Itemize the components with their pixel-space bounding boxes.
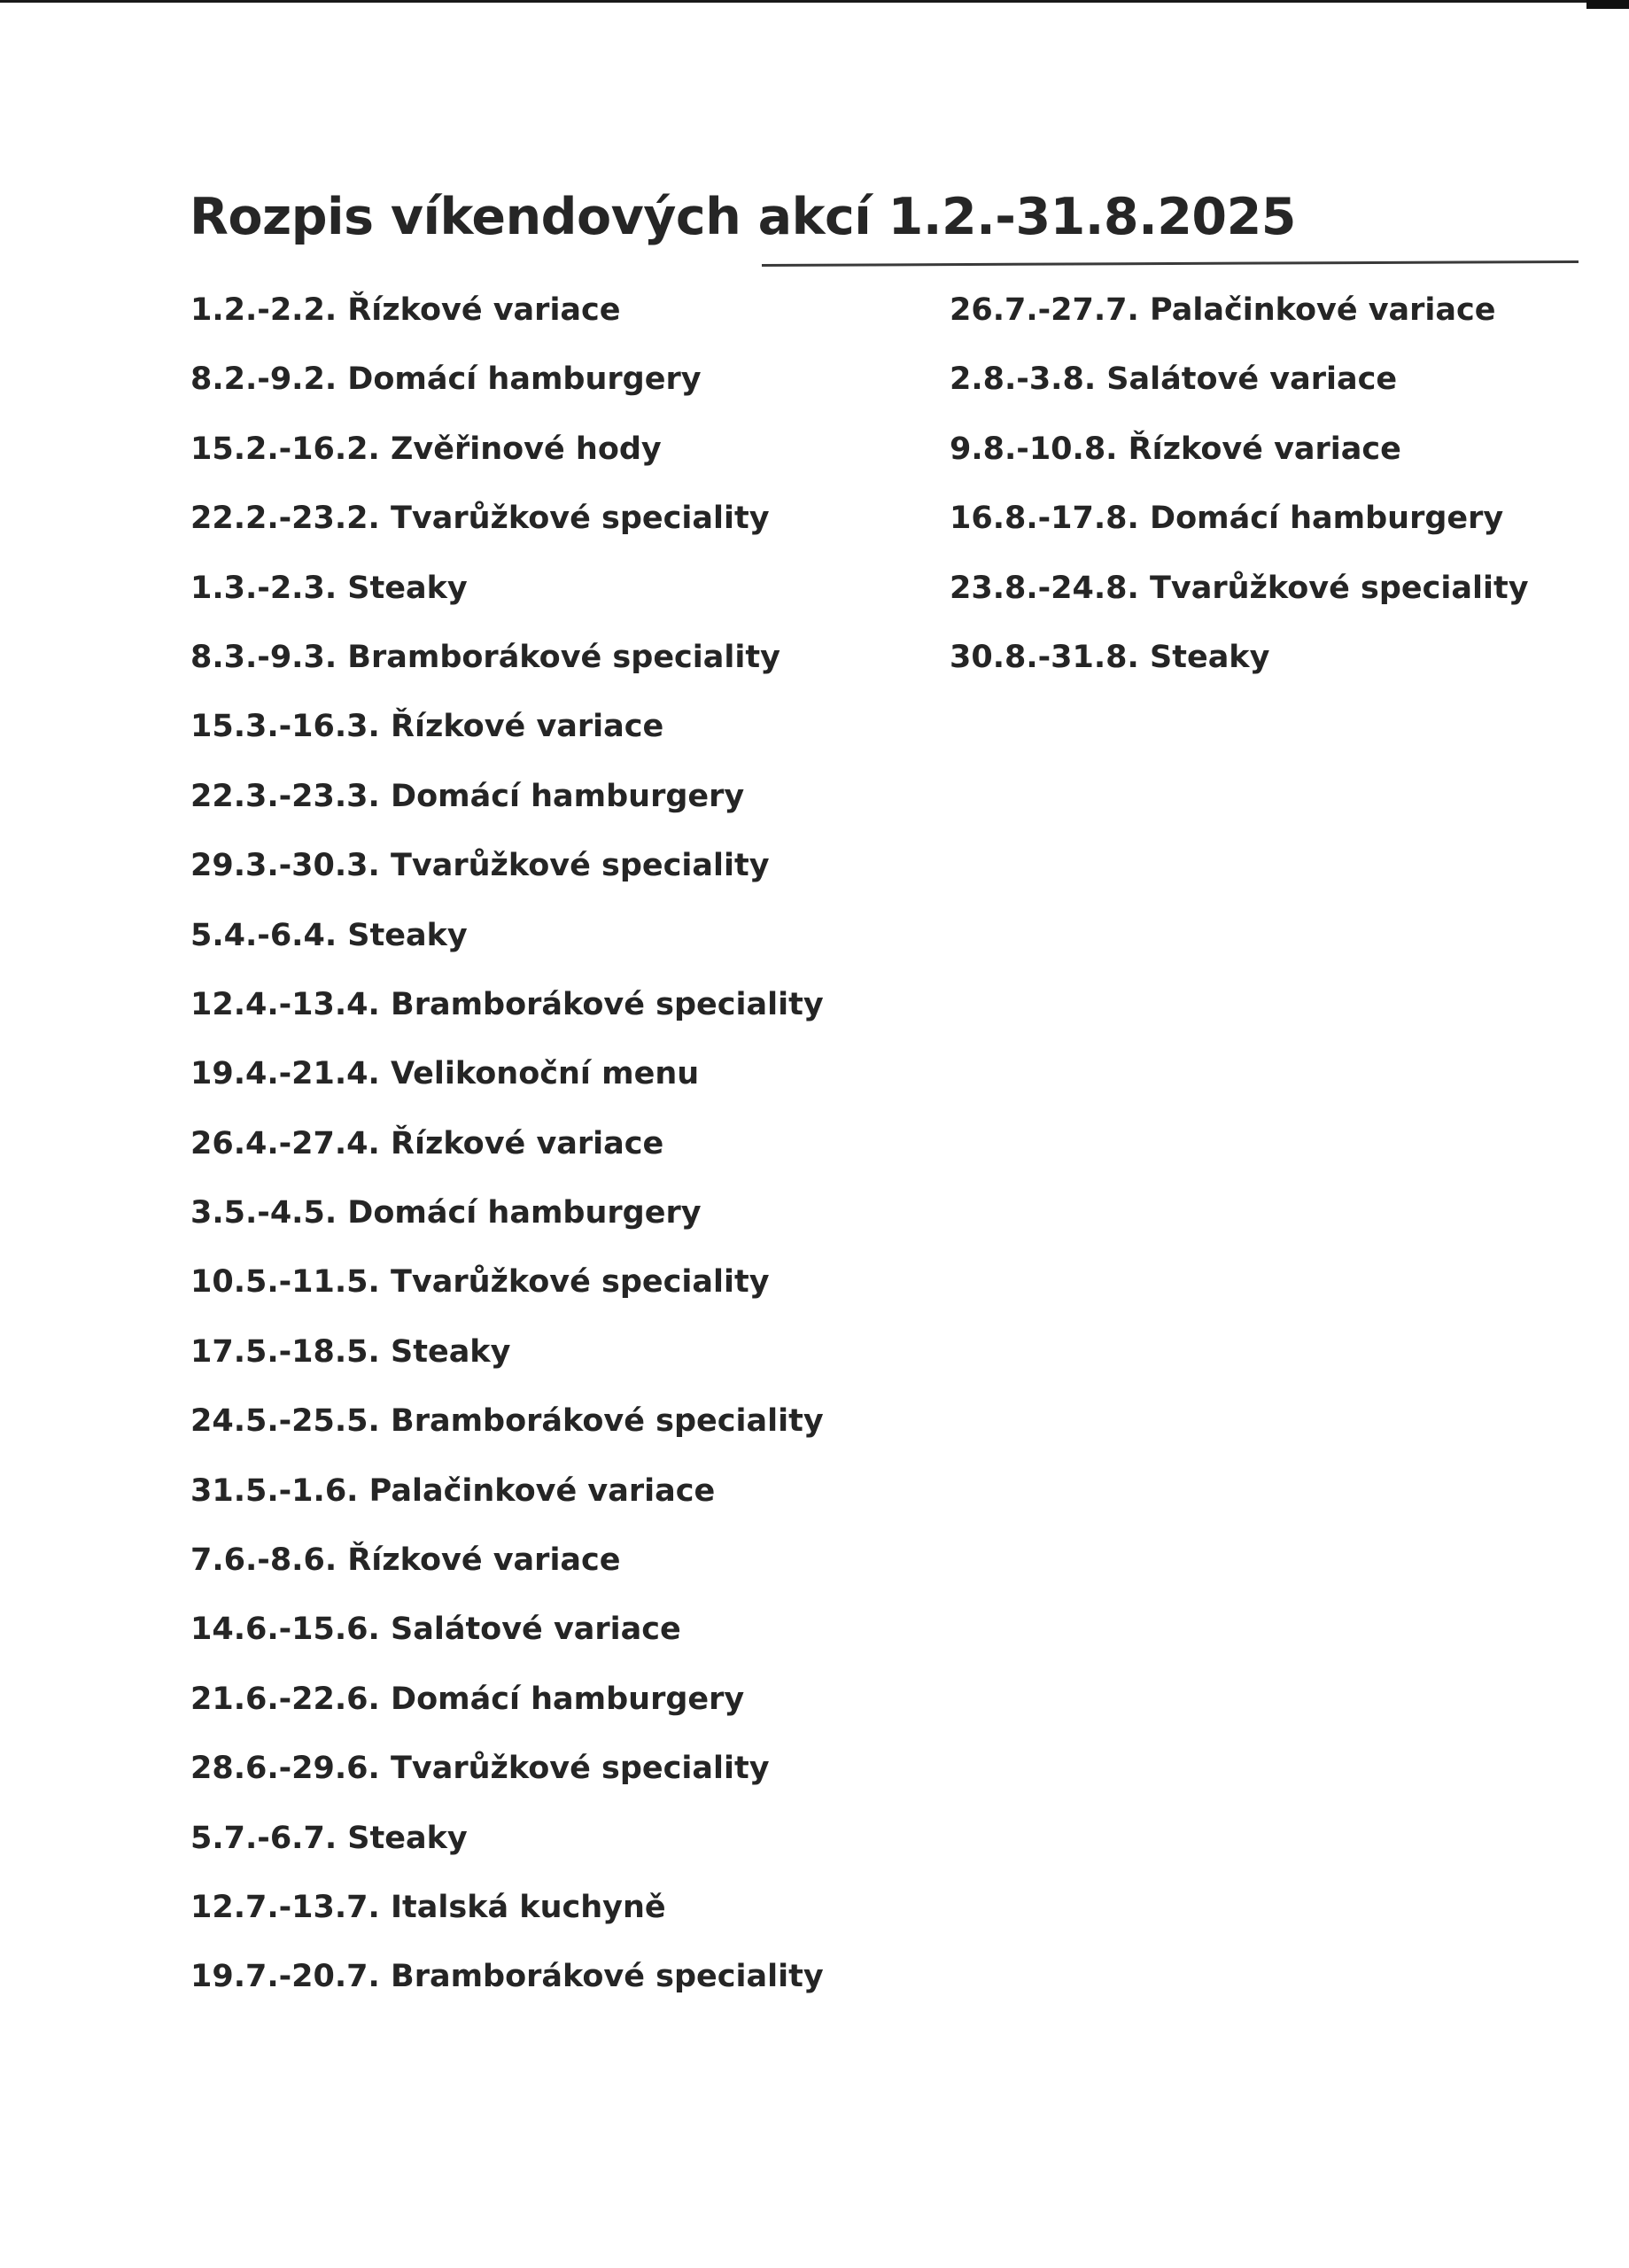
schedule-item: 15.2.-16.2. Zvěřinové hody bbox=[190, 431, 662, 467]
schedule-item: 1.2.-2.2. Řízkové variace bbox=[190, 292, 621, 328]
schedule-item: 19.4.-21.4. Velikonoční menu bbox=[190, 1056, 700, 1092]
schedule-item: 29.3.-30.3. Tvarůžkové speciality bbox=[190, 848, 770, 884]
schedule-item: 23.8.-24.8. Tvarůžkové speciality bbox=[950, 570, 1529, 606]
schedule-item: 26.7.-27.7. Palačinkové variace bbox=[950, 292, 1496, 328]
schedule-item: 10.5.-11.5. Tvarůžkové speciality bbox=[190, 1264, 770, 1301]
schedule-item: 22.3.-23.3. Domácí hamburgery bbox=[190, 778, 745, 814]
schedule-item: 22.2.-23.2. Tvarůžkové speciality bbox=[190, 501, 770, 537]
schedule-item: 24.5.-25.5. Bramborákové speciality bbox=[190, 1403, 824, 1440]
schedule-item: 1.3.-2.3. Steaky bbox=[190, 570, 468, 606]
scan-corner-mark bbox=[1586, 0, 1629, 9]
schedule-item: 12.7.-13.7. Italská kuchyně bbox=[190, 1889, 666, 1925]
schedule-item: 7.6.-8.6. Řízkové variace bbox=[190, 1542, 621, 1579]
schedule-item: 14.6.-15.6. Salátové variace bbox=[190, 1612, 681, 1648]
schedule-item: 2.8.-3.8. Salátové variace bbox=[950, 361, 1398, 398]
schedule-item: 15.3.-16.3. Řízkové variace bbox=[190, 709, 664, 745]
schedule-item: 30.8.-31.8. Steaky bbox=[950, 639, 1270, 675]
title-underline bbox=[762, 260, 1579, 267]
schedule-list-right bbox=[950, 289, 1529, 705]
schedule-item: 12.4.-13.4. Bramborákové speciality bbox=[190, 986, 824, 1022]
schedule-item: 9.8.-10.8. Řízkové variace bbox=[950, 431, 1401, 467]
schedule-item: 3.5.-4.5. Domácí hamburgery bbox=[190, 1195, 702, 1231]
schedule-item: 8.2.-9.2. Domácí hamburgery bbox=[190, 361, 702, 398]
schedule-item: 5.7.-6.7. Steaky bbox=[190, 1820, 468, 1856]
schedule-item: 8.3.-9.3. Bramborákové speciality bbox=[190, 639, 780, 675]
schedule-item: 5.4.-6.4. Steaky bbox=[190, 917, 468, 953]
schedule-list-left bbox=[190, 289, 824, 2025]
schedule-item: 26.4.-27.4. Řízkové variace bbox=[190, 1125, 664, 1161]
schedule-item: 19.7.-20.7. Bramborákové speciality bbox=[190, 1959, 824, 1995]
schedule-item: 21.6.-22.6. Domácí hamburgery bbox=[190, 1681, 745, 1717]
schedule-item: 17.5.-18.5. Steaky bbox=[190, 1333, 511, 1370]
document-title: Rozpis víkendových akcí 1.2.-31.8.2025 bbox=[190, 188, 1296, 246]
scan-top-edge bbox=[0, 0, 1629, 3]
schedule-item: 16.8.-17.8. Domácí hamburgery bbox=[950, 501, 1504, 537]
schedule-item: 28.6.-29.6. Tvarůžkové speciality bbox=[190, 1751, 770, 1787]
schedule-item: 31.5.-1.6. Palačinkové variace bbox=[190, 1472, 716, 1509]
